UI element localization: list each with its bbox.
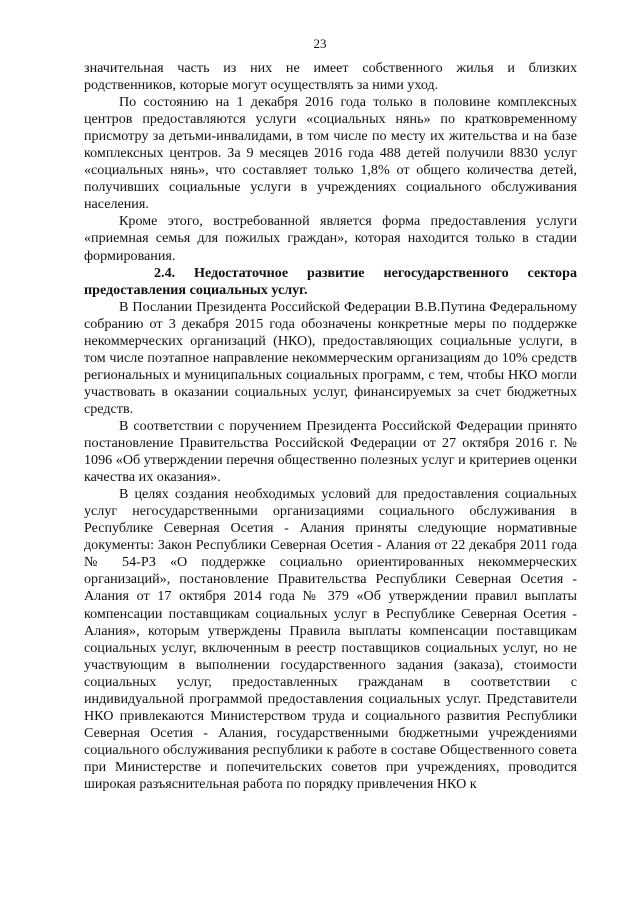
- page-number: 23: [313, 36, 327, 51]
- page-content: [84, 60, 577, 793]
- section-title: Недостаточное развитие негосударственного сектора предоставления социальных услуг.: [84, 264, 577, 298]
- paragraph-regional-documents: В целях создания необходимых условий для предоставления социальных услуг негосударственными организациями социального обслуживания в Республике Северная Осетия - Алания приняты следующие нормативные документы: Закон Республики Северная Осетия - Алания от 22 декабря 2011 года № 54-РЗ «О поддержке социально ориентированных некоммерческих организаций», постановление Правительства Республики Северная Осетия - Алания от 17 октября 2014 года № 379 «Об утверждении правил выплаты компенсации поставщикам социальных услуг в Республике Северная Осетия - Алания», которым утверждены Правила выплаты компенсации поставщикам социальных услуг, включенным в реестр поставщиков социальных услуг, но не участвующим в выполнении государственного задания (заказа), стоимости социальных услуг, предоставленных гражданам в соответствии с индивидуальной программой предоставления социальных услуг. Представители НКО привлекаются Министерством труда и социального развития Республики Северная Осетия - Алания, государственными бюджетными учреждениями социального обслуживания республики к работе в составе Общественного совета при Министерстве и попечительских советов при учреждениях, проводится широкая разъяснительная работа по порядку привлечения НКО к: [84, 486, 577, 792]
- section-number: 2.4.: [154, 264, 176, 281]
- paragraph-government-decree: В соответствии с поручением Президента Российской Федерации принято постановление Правительства Российской Федерации от 27 октября 2016 г. № 1096 «Об утверждении перечня общественно полезных услуг и критериев оценки качества их оказания».: [84, 417, 577, 486]
- section-heading: [84, 265, 577, 299]
- paragraph-social-nannies: По состоянию на 1 декабря 2016 года только в половине комплексных центров предоставляются услуги «социальных нянь» по кратковременному присмотру за детьми-инвалидами, в том числе по месту их жительства и на базе комплексных центров. За 9 месяцев 2016 года 488 детей получили 8830 услуг «социальных нянь», что составляет только 1,8% от общего количества детей, получивших социальные услуги в учреждениях социального обслуживания населения.: [84, 94, 577, 213]
- paragraph-foster-family: Кроме этого, востребованной является форма предоставления услуги «приемная семья для пожилых граждан», которая находится только в стадии формирования.: [84, 213, 577, 264]
- paragraph-president-message: В Послании Президента Российской Федерации В.В.Путина Федеральному собранию от 3 декабря 2015 года обозначены конкретные меры по поддержке некоммерческих организаций (НКО), предоставляющих социальные услуги, в том числе поэтапное направление некоммерческим организациям до 10% средств региональных и муниципальных социальных программ, с тем, чтобы НКО могли участвовать в оказании социальных услуг, финансируемых за счет бюджетных средств.: [84, 298, 577, 417]
- paragraph-continuation: значительная часть из них не имеет собственного жилья и близких родственников, которые могут осуществлять за ними уход.: [84, 60, 577, 94]
